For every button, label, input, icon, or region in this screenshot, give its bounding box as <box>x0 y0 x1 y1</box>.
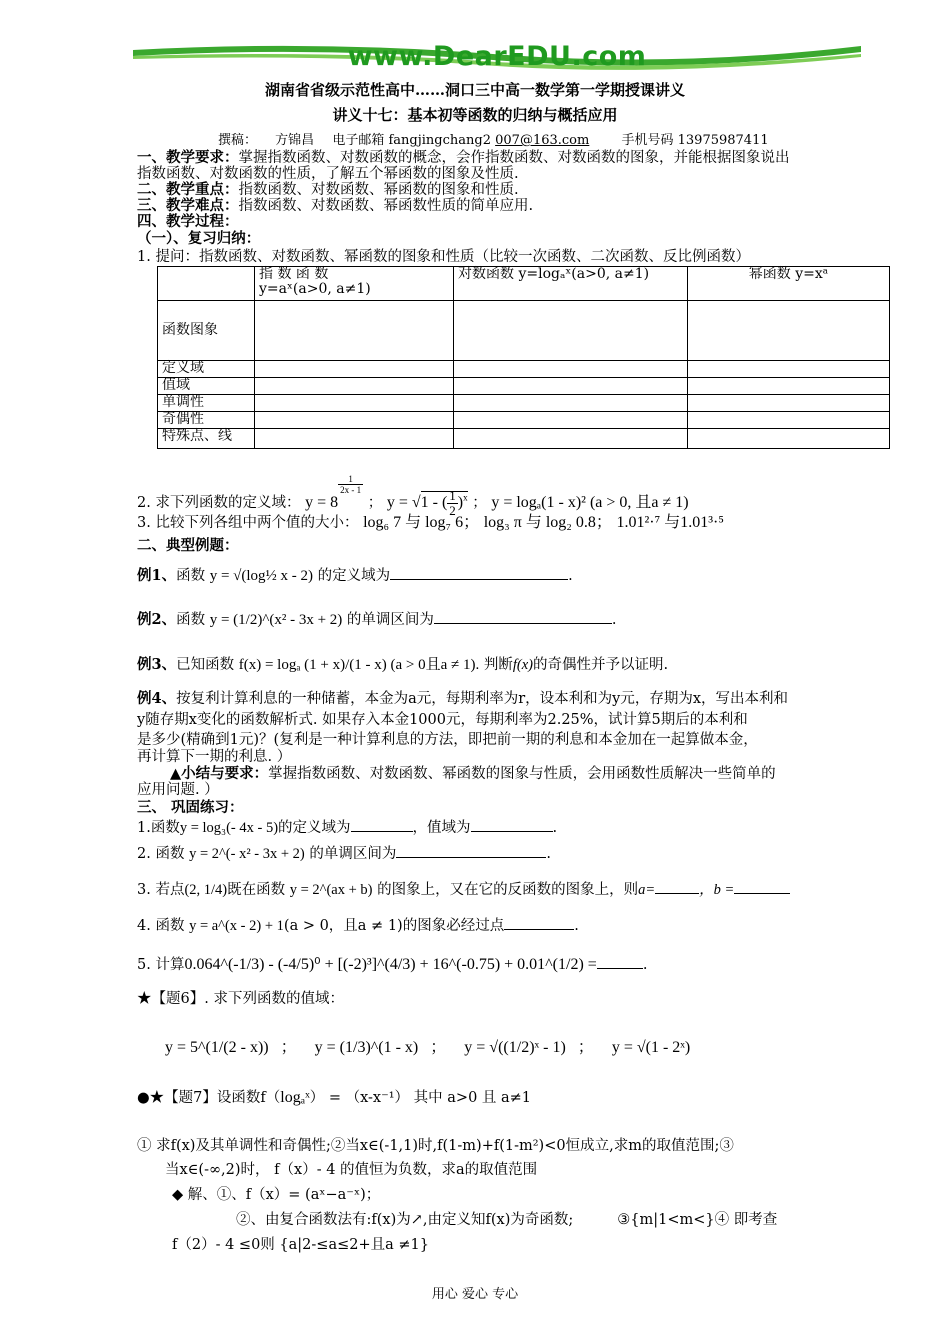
table-cell <box>454 361 688 378</box>
answer-blank[interactable] <box>734 893 790 894</box>
table-header-log: 对数函数 y=logₐˣ(a>0, a≠1) <box>454 267 688 301</box>
phone-number: 13975987411 <box>677 133 769 148</box>
table-header-exp <box>255 267 454 301</box>
practice-1: 1.函数y = log₃(- 4x - 5)的定义域为 ，值域为 . <box>137 820 558 836</box>
table-row <box>158 361 890 378</box>
table-cell <box>255 412 454 429</box>
author-line <box>218 129 769 148</box>
example-3-tag: 例3、 <box>137 656 177 673</box>
text: 1.函数 <box>137 820 180 836</box>
table-cell <box>688 429 890 449</box>
compare-pair-3: 1.01²·⁷ 与1.01³·⁵ <box>616 514 724 531</box>
text: 掌握指数函数、对数函数、幂函数的图象与性质，会用函数性质解决一些简单的 <box>268 766 776 782</box>
text: 5. 计算 <box>137 957 185 973</box>
table-cell <box>255 429 454 449</box>
row-label: 定义域 <box>158 361 255 378</box>
summary <box>170 766 776 782</box>
f2-inner: 1 - <box>420 494 438 511</box>
table-cell <box>255 301 454 361</box>
practice-6-f2: y = (1/3)^(1 - x) <box>314 1039 419 1056</box>
question-2-label: 2. 求下列函数的定义域： <box>137 495 301 511</box>
text: ②、由复合函数法有:f(x)为↗,由定义知f(x)为奇函数; <box>236 1212 574 1228</box>
section-2-text: 指数函数、对数函数、幂函数的图象和性质. <box>238 182 519 198</box>
example-4-line-2: y随存期x变化的函数解析式. 如果存入本金1000元，每期利率为2.25%，试计算5期后的本利和 <box>137 712 748 728</box>
text: 的图象上，又在它的反函数的图象上，则 <box>377 882 639 898</box>
example-3-formula: f(x) = logₐ (1 + x)/(1 - x) (a > 0且a ≠ 1). <box>238 657 480 673</box>
table-cell <box>255 395 454 412</box>
author-name: 方锦昌 <box>275 133 315 148</box>
formula-f2: y = √1 - ( $\frac{1}{2}$ )$^x$ <box>386 487 468 518</box>
answer-blank[interactable] <box>504 929 574 930</box>
table-cell <box>688 395 890 412</box>
properties-table <box>157 266 890 449</box>
practice-5-formula: 0.064^(-1/3) - (-4/5)⁰ + [(-2)³]^(4/3) + 16^(-0.75) + 0.01^(1/2) = <box>184 956 597 973</box>
section-1 <box>137 150 790 166</box>
table-cell <box>454 395 688 412</box>
row-label: 特殊点、线 <box>158 429 255 449</box>
f1-exponent <box>338 474 363 495</box>
practice-2: 2. 函数 y = 2^(- x² - 3x + 2) 的单调区间为 . <box>137 846 551 862</box>
formula-f3: y = logₐ(1 - x)² (a > 0, 且a ≠ 1) <box>491 494 689 511</box>
separator: ； <box>280 1039 297 1056</box>
table-cell <box>688 361 890 378</box>
practice-3-point: (2, 1/4) <box>184 882 228 898</box>
answer-blank[interactable] <box>434 623 612 624</box>
table-cell <box>454 301 688 361</box>
f1-base: y = 8 <box>305 494 339 511</box>
example-1-tag: 例1、 <box>137 567 177 584</box>
text: 函数 <box>176 568 206 584</box>
question-3 <box>137 515 724 531</box>
text: ③{m|1<m<}④ 即考查 <box>617 1212 778 1228</box>
text: 判断 <box>483 657 513 673</box>
summary-label: ▲小结与要求： <box>170 765 269 782</box>
answer-blank[interactable] <box>471 831 553 832</box>
page-footer: 用心 爱心 专心 <box>431 1287 519 1302</box>
text: 设函数f（ <box>216 1090 281 1106</box>
examples-heading: 二、典型例题： <box>137 537 239 554</box>
practice-6-f4: y = √(1 - 2ˣ) <box>611 1039 691 1056</box>
example-3 <box>137 657 668 673</box>
section-1-label: 一、教学要求： <box>137 149 239 166</box>
phone-label: 手机号码 <box>621 133 674 148</box>
example-1-formula: y = √(log½ x - 2) <box>209 568 314 584</box>
question-2 <box>137 474 689 518</box>
text: ，b = <box>699 882 735 898</box>
table-row <box>158 429 890 449</box>
table-header-row <box>158 267 890 301</box>
text: 3. 若点 <box>137 882 185 898</box>
question-1: 1. 提问：指数函数、对数函数、幂函数的图象和性质（比较一次函数、二次函数、反比例函数） <box>137 249 750 265</box>
text: 的奇偶性并予以证明. <box>533 657 669 673</box>
email-part-a: fangjingchang2 <box>388 133 491 148</box>
text: a= <box>638 882 656 898</box>
text: 按复利计算利息的一种储蓄，本金为a元，每期利率为r，设本利和为y元，存期为x，写出本利和 <box>176 691 789 707</box>
table-cell <box>688 301 890 361</box>
example-2: 例2、函数 y = (1/2)^(x² - 3x + 2) 的单调区间为 . <box>137 611 617 628</box>
text: 函数 <box>176 612 206 628</box>
frac-den: 2x - 1 <box>340 485 362 495</box>
separator: ； <box>430 1039 447 1056</box>
practice-6-formulas <box>165 1040 690 1056</box>
text: f(x) <box>512 657 534 673</box>
practice-4-formula: y = a^(x - 2) + 1 <box>189 918 284 934</box>
text: 既在函数 <box>227 882 286 898</box>
compare-pair-1: log₆ 7 与 log₇ 6； <box>363 514 480 531</box>
text: 的定义域为 <box>278 820 351 836</box>
answer-blank[interactable] <box>597 968 643 969</box>
practice-6 <box>137 991 344 1007</box>
text: 已知函数 <box>176 657 235 673</box>
section-3-text: 指数函数、对数函数、幂函数性质的简单应用. <box>238 198 534 214</box>
site-logo: www.DearEDU.com <box>347 41 647 72</box>
text: 2. 函数 <box>137 846 185 862</box>
practice-3 <box>137 882 790 898</box>
section-2-label: 二、教学重点： <box>137 181 239 198</box>
example-4 <box>137 691 788 707</box>
practice-1-formula: y = log₃(- 4x - 5) <box>179 820 279 836</box>
practice-7-tag: ●★【题7】 <box>137 1090 217 1106</box>
section-3-label: 三、教学难点： <box>137 197 239 214</box>
answer-blank[interactable] <box>396 857 546 858</box>
section-1-text: 掌握指数函数、对数函数的概念，会作指数函数、对数函数的图象，并能根据图象说出 <box>238 150 790 166</box>
practice-6-f3: y = √((1/2)ˣ - 1) <box>464 1039 566 1056</box>
email-link[interactable]: 007@163.com <box>495 133 590 148</box>
text: 4. 函数 <box>137 918 185 934</box>
practice-4: 4. 函数 y = a^(x - 2) + 1(a > 0，且a ≠ 1)的图象必经过点 . <box>137 918 579 934</box>
practice-7 <box>137 1090 531 1106</box>
table-header-power: 幂函数 y=xᵃ <box>688 267 890 301</box>
email-label: 电子邮箱 <box>332 133 385 148</box>
frac-num: 1 <box>449 487 456 503</box>
example-2-tag: 例2、 <box>137 611 177 628</box>
example-1: 例1、函数 y = √(log½ x - 2) 的定义域为 . <box>137 567 573 584</box>
example-4-line-3: 是多少(精确到1元)？(复利是一种计算利息的方法，即把前一期的利息和本金加在一起算做本金， <box>137 732 758 748</box>
example-2-formula: y = (1/2)^(x² - 3x + 2) <box>209 612 343 628</box>
text: ，值域为 <box>412 820 471 836</box>
formula-f1 <box>305 474 363 511</box>
section-3 <box>137 198 533 214</box>
practice-heading: 三、 巩固练习： <box>137 799 244 816</box>
table-row <box>158 395 890 412</box>
header-banner <box>133 36 861 80</box>
solution-line-2 <box>236 1212 777 1228</box>
text: 的定义域为 <box>317 568 391 584</box>
row-label: 值域 <box>158 378 255 395</box>
header-exp-name: 指 数 函 数 <box>259 266 329 282</box>
author-label: 撰稿： <box>218 133 258 148</box>
text: 求下列函数的值域： <box>213 991 344 1007</box>
f2-exponent: x <box>463 492 468 503</box>
practice-2-formula: y = 2^(- x² - 3x + 2) <box>189 846 305 862</box>
section-2 <box>137 182 519 198</box>
f2-lhs: y = <box>386 494 408 511</box>
practice-7-line-1: ① 求f(x)及其单调性和奇偶性;②当x∈(-1,1)时,f(1-m)+f(1-m²)<0恒成立,求m的取值范围;③ <box>137 1138 734 1154</box>
solution-line-1: ◆ 解、①、f（x）= (aˣ−a⁻ˣ)； <box>172 1187 381 1203</box>
table-cell <box>454 378 688 395</box>
answer-blank[interactable] <box>655 893 699 894</box>
solution-line-3: f（2）- 4 ≤0则 {a|2-≤a≤2+且a ≠1} <box>172 1237 429 1253</box>
example-4-line-4: 再计算下一期的利息. ） <box>137 749 292 765</box>
section-4: 四、教学过程： <box>137 213 239 230</box>
example-4-tag: 例4、 <box>137 690 177 707</box>
row-label: 单调性 <box>158 395 255 412</box>
answer-blank[interactable] <box>351 831 413 832</box>
review-heading: （一）、复习归纳： <box>137 230 261 247</box>
summary-cont: 应用问题. ） <box>137 782 219 798</box>
text: (a > 0，且a ≠ 1)的图象必经过点 <box>283 918 505 934</box>
table-cell <box>255 361 454 378</box>
section-1-cont: 指数函数、对数函数的性质，了解五个幂函数的图象及性质. <box>137 166 519 182</box>
table-cell <box>454 429 688 449</box>
table-cell <box>255 378 454 395</box>
table-row <box>158 378 890 395</box>
text: 的单调区间为 <box>309 846 397 862</box>
practice-6-f1: y = 5^(1/(2 - x)) <box>165 1039 269 1056</box>
row-label: 奇偶性 <box>158 412 255 429</box>
table-row <box>158 412 890 429</box>
table-cell <box>688 412 890 429</box>
lecture-title: 讲义十七：基本初等函数的归纳与概括应用 <box>332 106 618 124</box>
practice-3-formula: y = 2^(ax + b) <box>289 882 373 898</box>
doc-title: 湖南省省级示范性高中……洞口三中高一数学第一学期授课讲义 <box>264 81 685 99</box>
separator: ； <box>472 495 487 511</box>
header-exp-formula: y=aˣ(a>0, a≠1) <box>259 281 371 297</box>
separator: ； <box>367 495 383 511</box>
separator: ； <box>577 1039 594 1056</box>
practice-7-formula: logₐˣ <box>280 1089 310 1106</box>
answer-blank[interactable] <box>390 579 568 580</box>
practice-6-tag: ★【题6】. <box>137 991 209 1007</box>
practice-7-line-2: 当x∈(-∞,2)时， f（x）- 4 的值恒为负数，求a的取值范围 <box>165 1162 538 1178</box>
table-row <box>158 301 890 361</box>
compare-pair-2: log₃ π 与 log₂ 0.8； <box>483 514 612 531</box>
table-corner <box>158 267 255 301</box>
frac-num: 1 <box>338 474 363 485</box>
text: 的单调区间为 <box>346 612 434 628</box>
text: ） = （x-x⁻¹） 其中 a>0 且 a≠1 <box>309 1090 532 1106</box>
table-cell <box>454 412 688 429</box>
question-3-label: 3. 比较下列各组中两个值的大小： <box>137 515 359 531</box>
table-cell <box>688 378 890 395</box>
f2-radicand: 1 - ( $\frac{1}{2}$ )$^x$ <box>420 487 468 518</box>
frac-den: 2 <box>449 502 456 518</box>
practice-5: 5. 计算0.064^(-1/3) - (-4/5)⁰ + [(-2)³]^(4/3) + 16^(-0.75) + 0.01^(1/2) = . <box>137 956 648 973</box>
row-label: 函数图象 <box>158 301 255 361</box>
